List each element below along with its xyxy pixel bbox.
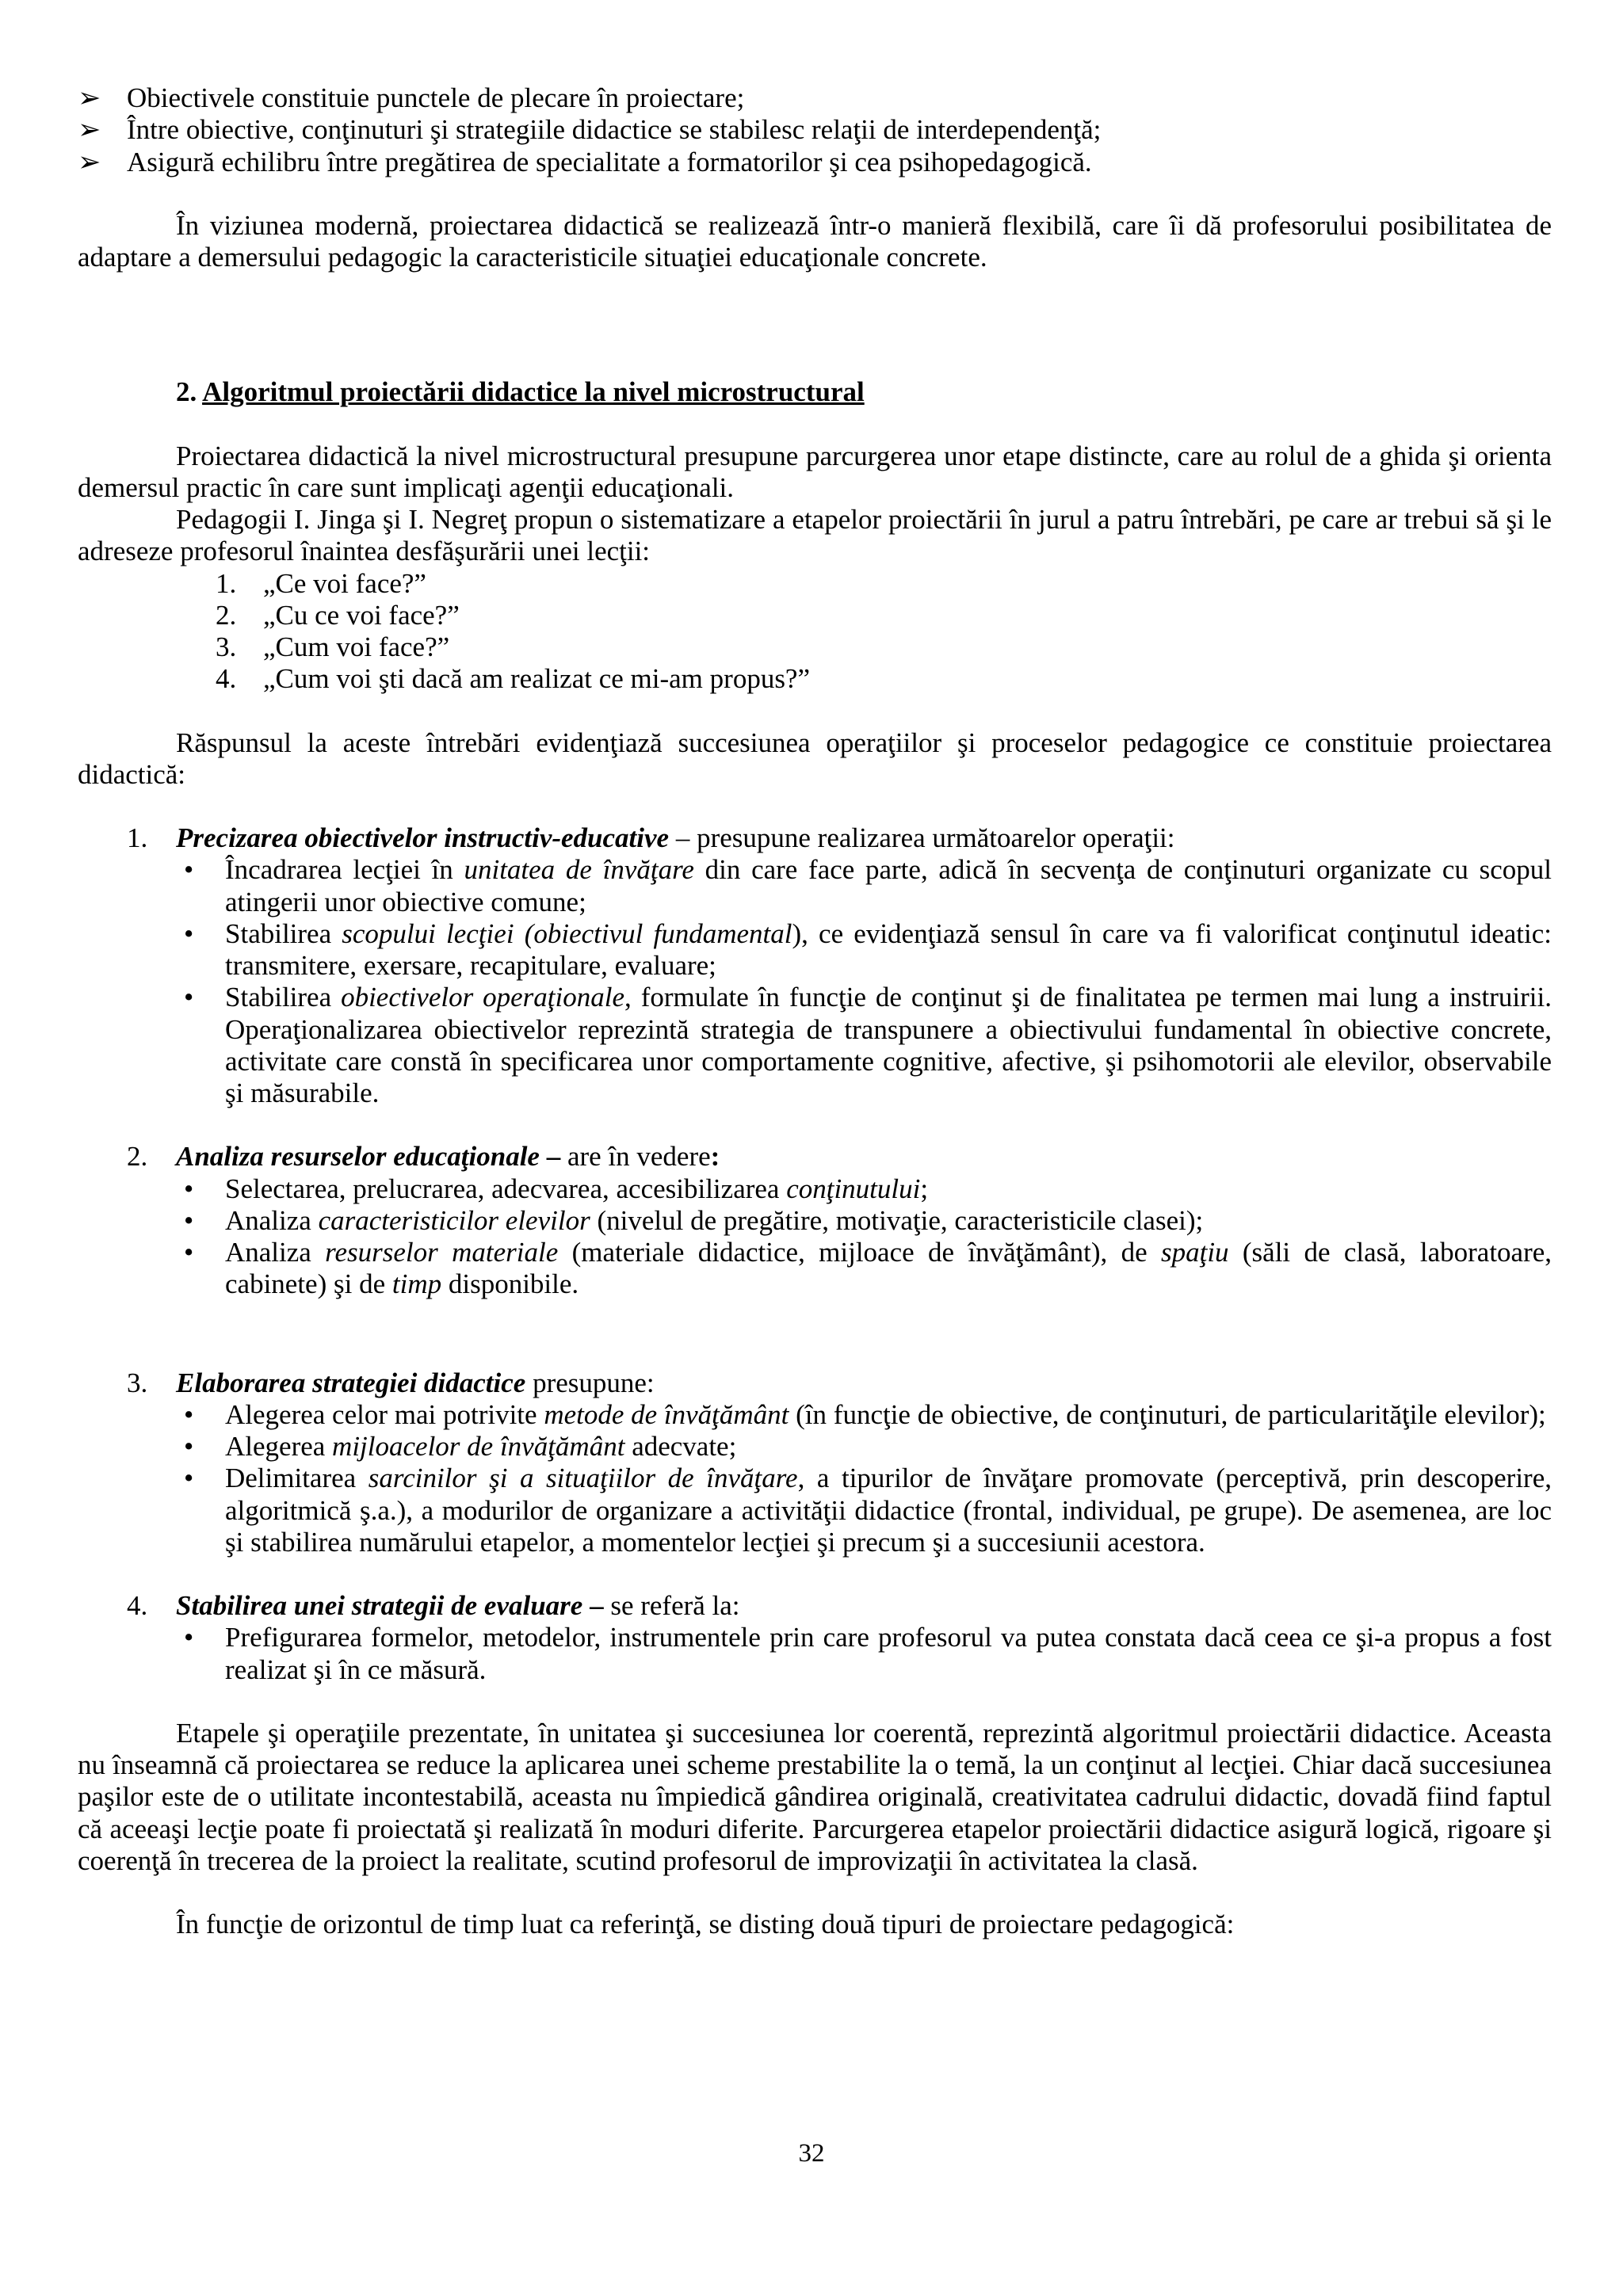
list-item: ➢ Obiectivele constituie punctele de plecare în proiectare;	[78, 82, 745, 113]
bullet-icon: •	[184, 1463, 194, 1494]
list-item: 2. „Cu ce voi face?”	[216, 599, 460, 631]
bullet-icon: •	[184, 1398, 194, 1430]
bullet-icon: •	[184, 1622, 194, 1653]
bullet-icon: •	[184, 1204, 194, 1236]
list-item: 3. „Cum voi face?”	[216, 631, 450, 662]
paragraph-response: Răspunsul la aceste întrebări evidenţiază succesiunea operaţiilor şi proceselor pedagogice ce constituie proiectarea didactică:	[78, 727, 1552, 790]
list-item: • Alegerea mijloacelor de învăţământ adecvate;	[184, 1431, 737, 1462]
section-title: Algoritmul proiectării didactice la nivel microstructural	[202, 376, 865, 408]
list-item: ➢ Asigură echilibru între pregătirea de specialitate a formatorilor şi cea psihopedagogică.	[78, 146, 1092, 177]
paragraph-modern-view: În viziunea modernă, proiectarea didactică se realizează într-o manieră flexibilă, care îi dă profesorului posibilitatea de adaptare a demersului pedagogic la caracteristicile situaţiei educaţionale concrete.	[78, 209, 1552, 273]
list-item: • Prefigurarea formelor, metodelor, instrumentele prin care profesorul va putea constata dacă ceea ce şi-a propus a fost realizat şi în ce măsură.	[184, 1622, 1552, 1685]
list-item: • Analiza resurselor materiale (materiale didactice, mijloace de învăţământ), de spaţiu (săli de clasă, laboratoare, cabinete) şi de timp disponibile.	[184, 1237, 1552, 1300]
step-4-bullets	[176, 1622, 1552, 1686]
questions-list	[216, 568, 1552, 696]
page-body	[78, 82, 1552, 1940]
paragraph-final: În funcţie de orizontul de timp luat ca referinţă, se disting două tipuri de proiectare pedagogică:	[176, 1909, 1235, 1939]
step-3-bullets	[176, 1399, 1552, 1558]
list-item: 4. „Cum voi şti dacă am realizat ce mi-am propus?”	[216, 663, 811, 695]
intro-bullet-list	[78, 82, 1552, 178]
arrow-bullet-icon: ➢	[78, 114, 101, 146]
list-item: • Selectarea, prelucrarea, adecvarea, accesibilizarea conţinutului;	[184, 1173, 929, 1204]
step-3-heading: 3. Elaborarea strategiei didactice presupune:	[127, 1367, 655, 1398]
bullet-icon: •	[184, 1173, 194, 1204]
list-item: • Alegerea celor mai potrivite metode de învăţământ (în funcţie de obiective, de conţinuturi, de particularităţile elevilor);	[184, 1398, 1546, 1430]
list-item: • Încadrarea lecţiei în unitatea de învăţare din care face parte, adică în secvenţa de conţinuturi organizate cu scopul atingerii unor obiective comune;	[184, 854, 1552, 917]
paragraph-jinga-negret: Pedagogii I. Jinga şi I. Negreţ propun o sistematizare a etapelor proiectării în jurul a patru întrebări, pe care ar trebui să şi le adreseze profesorul înaintea desfăşurării unei lecţii:	[78, 504, 1552, 567]
bullet-icon: •	[184, 1237, 194, 1268]
step-2-bullets	[176, 1173, 1552, 1301]
step-1-heading: 1. Precizarea obiectivelor instructiv-educative – presupune realizarea următoarelor operaţii:	[127, 822, 1175, 853]
list-item: • Stabilirea scopului lecţiei (obiectivul fundamental), ce evidenţiază sensul în care va fi valorificat conţinutul ideatic: transmitere, exersare, recapitulare, evaluare;	[184, 917, 1552, 981]
step-1-bullets	[176, 854, 1552, 1109]
bullet-icon: •	[184, 854, 194, 886]
step-2-heading: 2. Analiza resurselor educaţionale – are în vedere:	[127, 1141, 720, 1173]
step-4-heading: 4. Stabilirea unei strategii de evaluare – se referă la:	[127, 1590, 740, 1621]
bullet-icon: •	[184, 917, 194, 949]
arrow-bullet-icon: ➢	[78, 146, 101, 177]
list-item: • Delimitarea sarcinilor şi a situaţiilor de învăţare, a tipurilor de învăţare promovate (perceptivă, prin descoperire, algoritmică ş.a.), a modurilor de organizare a activităţii didactice (frontal, individual, pe grupe). De asemenea, are loc şi stabilirea numărului etapelor, a momentelor lecţiei şi precum şi a succesiunii acestora.	[184, 1463, 1552, 1558]
page-number: 32	[798, 2139, 825, 2168]
list-item: • Analiza caracteristicilor elevilor (nivelul de pregătire, motivaţie, caracteristicile clasei);	[184, 1204, 1204, 1236]
section-heading: 2. Algoritmul proiectării didactice la nivel microstructural	[176, 376, 865, 408]
arrow-bullet-icon: ➢	[78, 82, 101, 113]
list-item: 1. „Ce voi face?”	[216, 567, 426, 599]
list-item: ➢ Între obiective, conţinuturi şi strategiile didactice se stabilesc relaţii de interdependenţă;	[78, 114, 1102, 146]
bullet-icon: •	[184, 1431, 194, 1462]
paragraph-stages: Etapele şi operaţiile prezentate, în unitatea şi succesiunea lor coerentă, reprezintă algoritmul proiectării didactice. Aceasta nu înseamnă că proiectarea se reduce la aplicarea unei scheme prestabilite la o temă, la un conţinut al lecţiei. Chiar dacă succesiunea paşilor este de o utilitate incontestabilă, aceasta nu împiedică gândirea originală, creativitatea cadrului didactic, dovadă fiind faptul că aceeaşi lecţie poate fi proiectată şi realizată în moduri diferite. Parcurgerea etapelor proiectării didactice asigură logică, rigoare şi coerenţă în trecerea de la proiect la realitate, scutind profesorul de improvizaţii în activitatea la clasă.	[78, 1717, 1552, 1876]
bullet-icon: •	[184, 982, 194, 1013]
paragraph-microstructural: Proiectarea didactică la nivel microstructural presupune parcurgerea unor etape distincte, care au rolul de a ghida şi orienta demersul practic în care sunt implicaţi agenţii educaţionali.	[78, 440, 1552, 503]
list-item: • Stabilirea obiectivelor operaţionale, formulate în funcţie de conţinut şi de finalitatea pe termen mai lung a instruirii. Operaţionalizarea obiectivelor reprezintă strategia de transpunere a obiectivului fundamental în obiective concrete, activitate care constă în specificarea unor comportamente cognitive, afective, şi psihomotorii ale elevilor, observabile şi măsurabile.	[184, 982, 1552, 1108]
